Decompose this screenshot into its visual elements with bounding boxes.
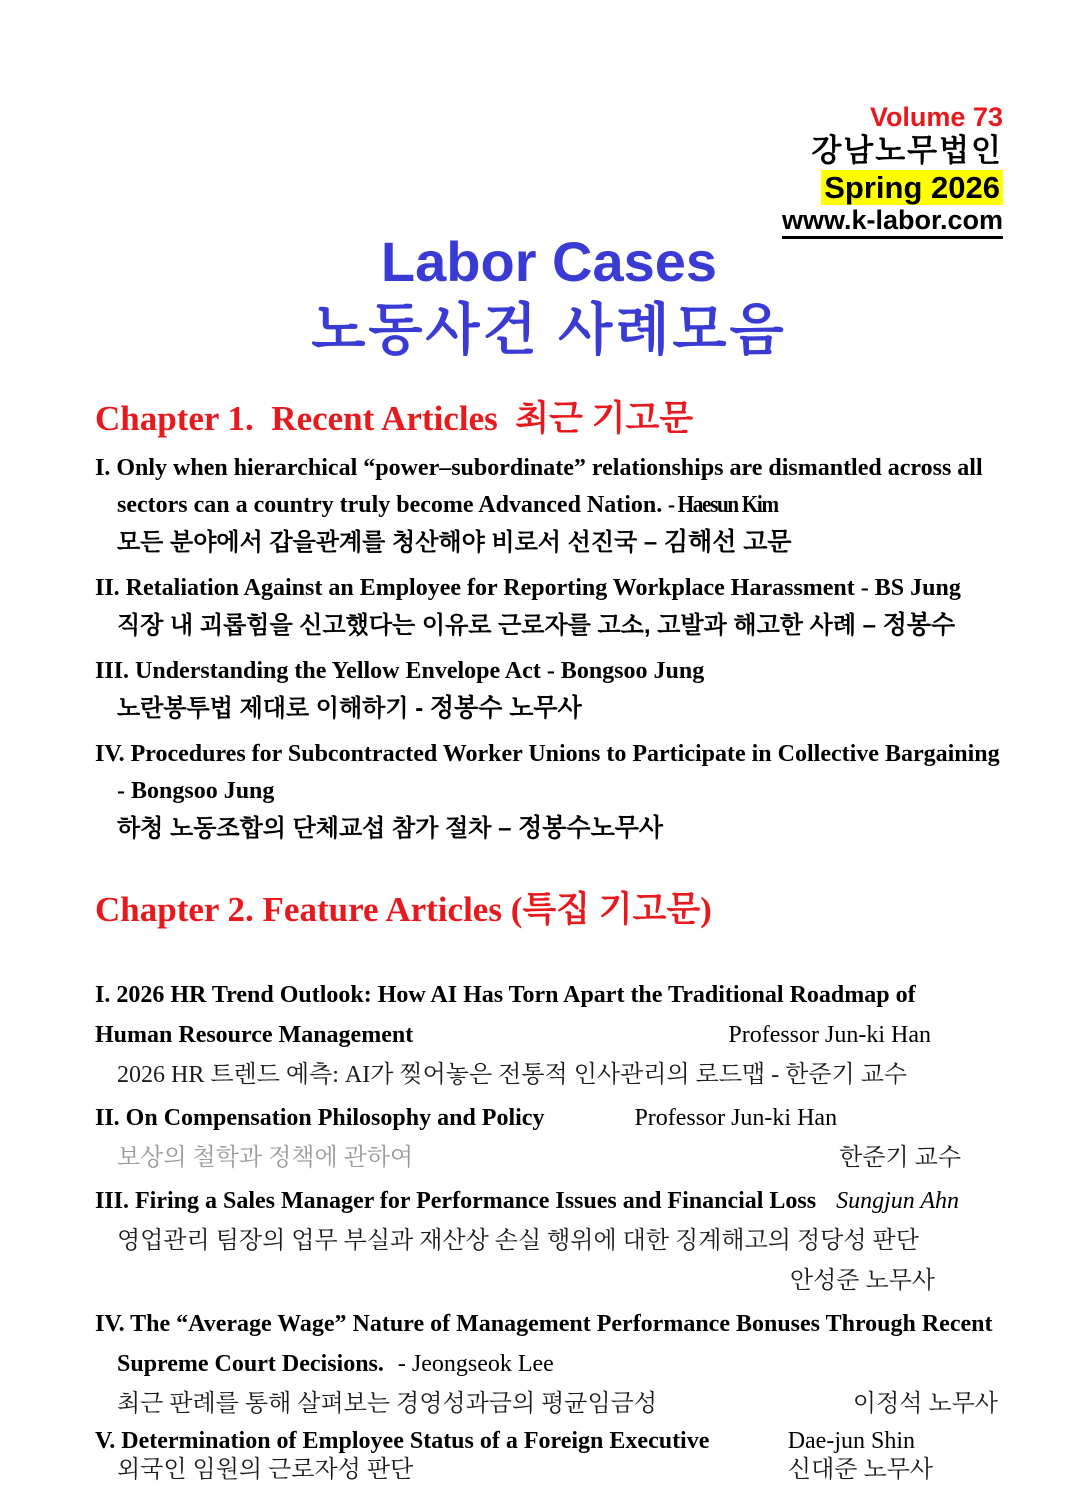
article-title-text: V. Determination of Employee Status of a Foreign Executive <box>95 1428 710 1454</box>
toc-item <box>95 736 1003 847</box>
article-author: Sungjun Ahn <box>836 1188 960 1214</box>
website-link[interactable]: www.k-labor.com <box>782 205 1003 239</box>
page-title-english: Labor Cases <box>380 230 718 293</box>
article-korean-author: 안성준 노무사 <box>789 1268 935 1294</box>
article-title-text: Supreme Court Decisions. <box>117 1351 384 1377</box>
article-title-line <box>95 1427 1003 1456</box>
article-korean-author: 정봉수노무사 <box>518 814 664 842</box>
toc-item <box>95 975 1003 1095</box>
article-korean-text: 모든 분야에서 갑을관계를 청산해야 비로서 선진국 – <box>117 529 658 556</box>
masthead <box>95 102 1003 236</box>
article-title-korean <box>95 690 1003 727</box>
article-title-line: I. 2026 HR Trend Outlook: How AI Has Torn Apart the Traditional Roadmap of <box>95 982 916 1008</box>
article-title-line: IV. The “Average Wage” Nature of Management Performance Bonuses Through Recent <box>95 1311 993 1337</box>
chapter1-heading: Chapter 1. Recent Articles 최근 기고문 <box>95 399 694 438</box>
toc-item <box>95 1098 1003 1178</box>
toc-item <box>95 450 1003 561</box>
article-title-line: I. Only when hierarchical “power–subordinate” relationships are dismantled across all <box>95 455 983 481</box>
article-korean-author: 김해선 고문 <box>663 528 792 556</box>
article-title-line: III. Understanding the Yellow Envelope Act - Bongsoo Jung <box>95 658 705 684</box>
season-highlight: Spring 2026 <box>821 170 1003 205</box>
article-korean-author: 신대준 노무사 <box>787 1457 933 1483</box>
article-author: Dae-jun Shin <box>787 1428 915 1454</box>
page-title-korean: 노동사건 사례모음 <box>311 298 787 361</box>
toc-item <box>95 1304 1003 1424</box>
article-title-korean <box>95 810 1003 847</box>
article-title-korean <box>95 524 1003 561</box>
toc-item <box>95 1181 1003 1301</box>
article-title-korean <box>95 1384 1003 1424</box>
article-title-line <box>95 1344 1003 1384</box>
article-title-korean: 영업관리 팀장의 업무 부실과 재산상 손실 행위에 대한 징계해고의 정당성 판단 <box>117 1228 919 1254</box>
article-title-text: sectors can a country truly become Advanced Nation. <box>117 492 663 518</box>
article-title-korean <box>95 607 1003 644</box>
article-title-line <box>95 1181 1003 1221</box>
article-title-line: II. Retaliation Against an Employee for Reporting Workplace Harassment - BS Jung <box>95 575 961 601</box>
article-title-korean: 2026 HR 트렌드 예측: AI가 찢어놓은 전통적 인사관리의 로드맵 - 한준기 교수 <box>117 1062 908 1088</box>
toc-item <box>95 570 1003 644</box>
article-title-text: III. Firing a Sales Manager for Performance Issues and Financial Loss <box>95 1188 817 1214</box>
article-korean-text: 외국인 임원의 근로자성 판단 <box>117 1457 414 1483</box>
article-korean-text: 최근 판례를 통해 살펴보는 경영성과금의 평균임금성 <box>117 1391 658 1417</box>
article-author: Professor Jun-ki Han <box>634 1105 838 1131</box>
chapter2-heading: Chapter 2. Feature Articles (특집 기고문) <box>95 890 712 929</box>
firm-name: 강남노무법인 <box>811 133 1003 168</box>
article-title-line <box>95 487 1003 524</box>
article-author: ‐ Jeongseok Lee <box>397 1351 554 1377</box>
article-korean-text: 보상의 철학과 정책에 관하여 <box>117 1145 414 1171</box>
article-author: Professor Jun-ki Han <box>728 1022 931 1048</box>
article-title-korean <box>95 1138 1003 1178</box>
article-title-text: II. On Compensation Philosophy and Policy <box>95 1105 545 1131</box>
toc-item <box>95 1427 1003 1485</box>
article-title-line <box>95 1015 1003 1055</box>
toc-item <box>95 653 1003 727</box>
article-korean-text: 직장 내 괴롭힘을 신고했다는 이유로 근로자를 고소, 고발과 해고한 사례 – <box>117 612 877 639</box>
article-title-korean <box>95 1456 1003 1485</box>
article-korean-author: 이정석 노무사 <box>852 1391 998 1417</box>
volume-label: Volume 73 <box>869 102 1003 132</box>
article-title-text: Human Resource Management <box>95 1022 414 1048</box>
article-title-line <box>95 1098 1003 1138</box>
article-korean-author: 정봉수 <box>882 611 956 639</box>
article-author: - Haesun Kim <box>668 492 779 518</box>
article-korean-text: 노란봉투법 제대로 이해하기 - <box>117 695 424 722</box>
article-author-line: - Bongsoo Jung <box>117 778 275 804</box>
article-korean-text: 하청 노동조합의 단체교섭 참가 절차 – <box>117 815 512 842</box>
article-title-line: IV. Procedures for Subcontracted Worker Unions to Participate in Collective Bargaining <box>95 741 1000 767</box>
season-line <box>95 170 1003 205</box>
article-korean-author: 정봉수 노무사 <box>429 694 582 722</box>
article-korean-author: 한준기 교수 <box>839 1145 961 1171</box>
